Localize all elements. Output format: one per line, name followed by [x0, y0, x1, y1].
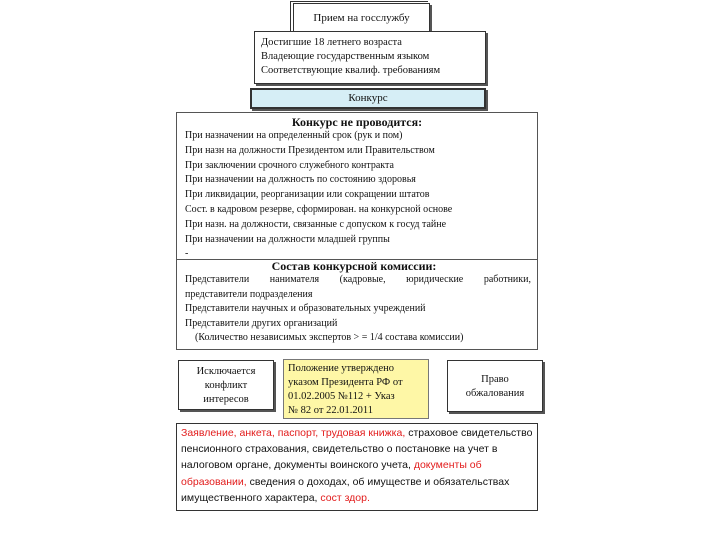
- documents-red-1: Заявление, анкета, паспорт, трудовая книжка,: [181, 427, 406, 439]
- documents-text-1: страховое свидетельство пенсионного страхования, свидетельство о постановке на учет в налоговом органе, документы воинского учета,: [181, 427, 533, 472]
- no-contest-item: При ликвидации, реорганизации или сокращении штатов: [185, 189, 430, 201]
- conflict-box: [178, 360, 274, 410]
- no-contest-item: При назначении на определенный срок (рук и пом): [185, 130, 403, 141]
- contest-box: [250, 88, 486, 109]
- requirements-box: [254, 31, 486, 84]
- no-contest-item: При заключении срочного служебного контракта: [185, 159, 394, 171]
- commission-line: Представители других организаций: [185, 317, 338, 329]
- no-contest-item: Сост. в кадровом резерве, сформирован. на конкурсной основе: [185, 203, 453, 215]
- documents-red-2: документы об образовании,: [181, 459, 482, 488]
- requirement-item: Соответствующие квалиф. требованиям: [261, 65, 441, 76]
- conflict-text: Исключается: [196, 366, 256, 377]
- commission-box: [176, 259, 538, 350]
- requirement-item: Достигшие 18 летнего возраста: [261, 37, 402, 48]
- appeal-text: Право: [481, 374, 509, 385]
- appeal-text: обжалования: [465, 388, 525, 399]
- commission-line: Представители научных и образовательных учреждений: [185, 303, 426, 315]
- no-contest-item: При назначении на должность по состоянию здоровья: [185, 174, 416, 186]
- decree-text: 01.02.2005 №112 + Указ: [288, 391, 395, 402]
- no-contest-item: При назн. на должности, связанные с допуском к госуд тайне: [185, 218, 447, 230]
- no-contest-item: -: [185, 248, 189, 260]
- no-contest-item: При назначении на должности младшей группы: [185, 233, 390, 245]
- commission-line: представители подразделения: [185, 288, 313, 300]
- conflict-text: конфликт: [204, 380, 248, 391]
- commission-line: (Количество независимых экспертов > = 1/4 состава комиссии): [195, 332, 464, 344]
- title-text: Прием на госслужбу: [313, 12, 410, 24]
- decree-text: Положение утверждено: [288, 363, 394, 374]
- documents-box: [176, 423, 538, 511]
- conflict-text: интересов: [203, 394, 249, 405]
- commission-line: Представители нанимателя (кадровые, юридические работники,: [185, 274, 531, 285]
- title-box: [293, 3, 430, 33]
- appeal-box: [447, 360, 543, 412]
- no-contest-header: Конкурс не проводится:: [291, 115, 423, 129]
- commission-header: Состав конкурсной комиссии:: [271, 259, 437, 273]
- decree-text: указом Президента РФ от: [288, 377, 403, 388]
- contest-label: Конкурс: [348, 92, 388, 104]
- requirement-item: Владеющие государственным языком: [261, 51, 430, 62]
- documents-text-2: сведения о доходах, об имуществе и обязательствах имущественного характера,: [181, 475, 510, 504]
- decree-box: [283, 359, 429, 419]
- no-contest-item: При назн на должности Президентом или Правительством: [185, 144, 435, 156]
- no-contest-box: [176, 112, 538, 262]
- decree-text: № 82 от 22.01.2011: [288, 405, 373, 416]
- documents-red-3: сост здор.: [317, 491, 370, 504]
